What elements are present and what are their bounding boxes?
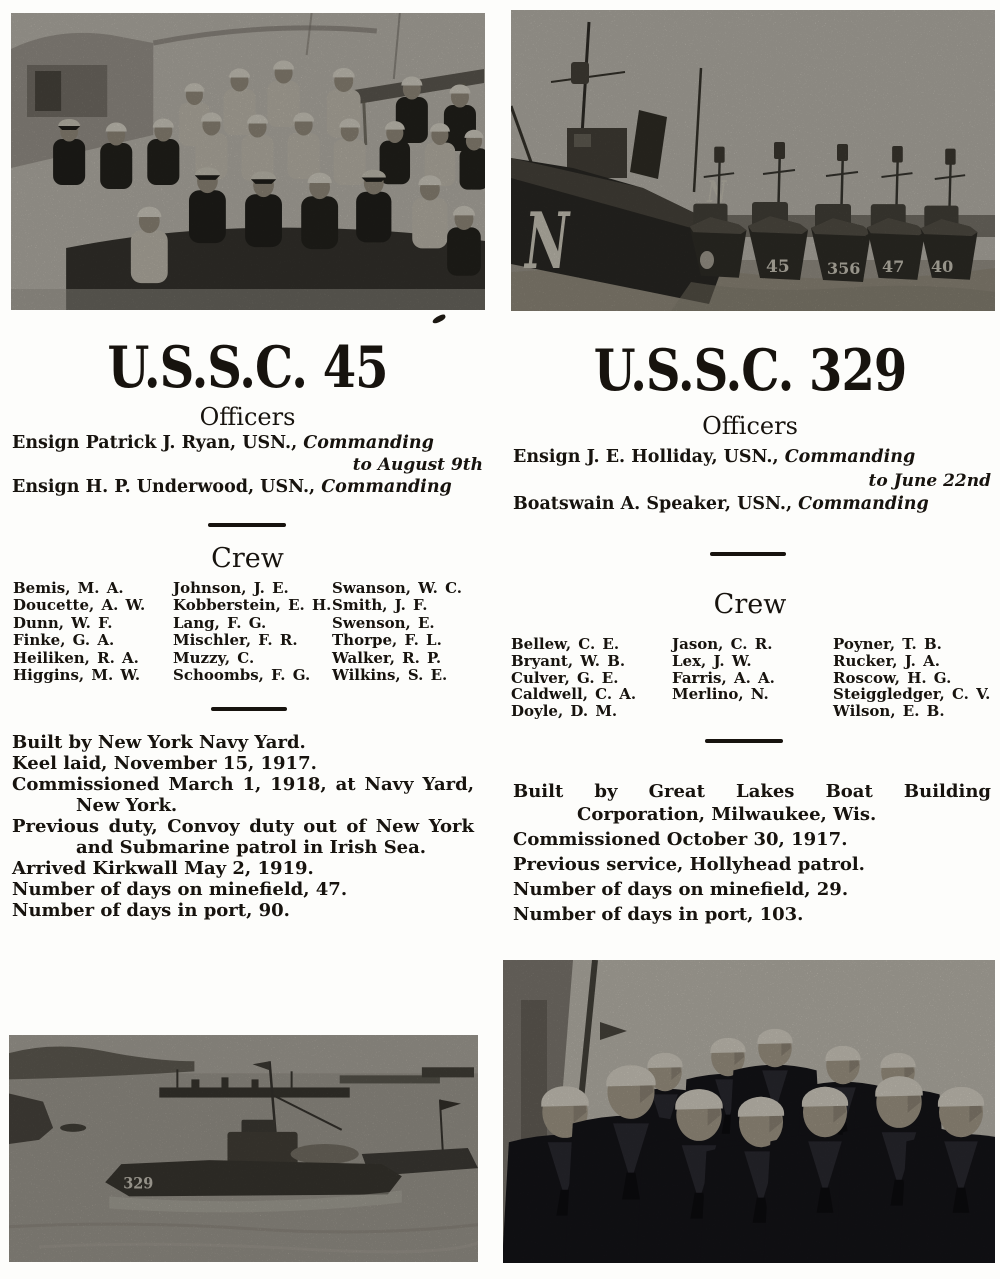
crew-name: Wilkins, S. E. bbox=[332, 666, 448, 685]
crew-name: Poyner, T. B. bbox=[833, 635, 942, 653]
crew-name: Merlino, N. bbox=[672, 685, 769, 704]
detail-line: Commissioned October 30, 1917. bbox=[513, 829, 848, 850]
divider-rule bbox=[705, 739, 783, 743]
crew-name: Muzzy, C. bbox=[173, 648, 255, 667]
ship-title-left: U.S.S.C. 45 bbox=[107, 335, 388, 402]
crew-column-1 bbox=[13, 580, 145, 684]
officers-list-left bbox=[12, 432, 483, 498]
photo-fleet-moored bbox=[511, 10, 995, 311]
hull-number-329: 329 bbox=[123, 1173, 154, 1193]
divider-rule bbox=[710, 552, 786, 556]
crew-name: Heiliken, R. A. bbox=[13, 648, 139, 667]
detail-line: Arrived Kirkwall May 2, 1919. bbox=[12, 858, 314, 879]
detail-line: Number of days in port, 90. bbox=[12, 900, 290, 921]
officer-line: Boatswain A. Speaker, USN., Commanding bbox=[513, 494, 929, 514]
detail-line: Previous duty, Convoy duty out of New York and Submarine patrol in Irish Sea. bbox=[12, 816, 474, 858]
crew-column-2 bbox=[672, 636, 775, 703]
detail-line: Previous service, Hollyhead patrol. bbox=[513, 854, 865, 875]
officers-list-right bbox=[513, 446, 991, 517]
detail-line: Built by Great Lakes Boat Building Corporation, Milwaukee, Wis. bbox=[513, 781, 991, 825]
crew-name: Dunn, W. F. bbox=[13, 613, 113, 632]
crew-column-3 bbox=[833, 636, 990, 720]
divider-rule bbox=[211, 707, 287, 711]
tender-structure-letter: N bbox=[707, 175, 727, 211]
officer-note: to June 22nd bbox=[868, 470, 991, 491]
detail-line: Number of days on minefield, 47. bbox=[12, 879, 348, 900]
crew-name: Bryant, W. B. bbox=[511, 651, 626, 670]
officers-heading-left: Officers bbox=[199, 403, 296, 431]
ship-details-right bbox=[513, 780, 991, 926]
ship-details-left bbox=[12, 732, 474, 921]
ship-title-right: U.S.S.C. 329 bbox=[593, 338, 907, 405]
crew-name: Walker, R. P. bbox=[332, 648, 442, 667]
crew-name: Rucker, J. A. bbox=[833, 651, 940, 670]
crew-name: Steiggledger, C. V. bbox=[833, 685, 991, 704]
crew-heading-right: Crew bbox=[713, 589, 787, 620]
crew-name: Bemis, M. A. bbox=[13, 579, 124, 597]
crew-column-2 bbox=[173, 580, 331, 684]
crew-name: Lex, J. W. bbox=[672, 651, 752, 670]
detail-line: Commissioned March 1, 1918, at Navy Yard, New York. bbox=[12, 774, 474, 816]
crew-name: Wilson, E. B. bbox=[833, 702, 945, 721]
crew-name: Smith, J. F. bbox=[332, 596, 428, 615]
officer-line: Ensign H. P. Underwood, USN., Commanding bbox=[12, 477, 452, 497]
crew-name: Lang, F. G. bbox=[173, 613, 267, 632]
crew-column-3 bbox=[332, 580, 462, 684]
crew-name: Higgins, M. W. bbox=[13, 666, 141, 685]
divider-rule bbox=[208, 523, 286, 527]
ink-smudge bbox=[431, 314, 446, 325]
officer-line: Ensign J. E. Holliday, USN., Commanding bbox=[513, 447, 916, 467]
hull-number-356: 356 bbox=[827, 259, 861, 278]
crew-name: Jason, C. R. bbox=[672, 635, 773, 653]
crew-name: Johnson, J. E. bbox=[173, 579, 289, 597]
crew-name: Schoombs, F. G. bbox=[173, 666, 311, 685]
photo-sailors-closeup bbox=[503, 960, 995, 1263]
photo-chaser-underway bbox=[9, 1035, 478, 1262]
crew-name: Doucette, A. W. bbox=[13, 596, 146, 615]
crew-name: Swenson, E. bbox=[332, 613, 435, 632]
photo-crew-group-deck bbox=[11, 13, 485, 310]
officer-line: Ensign Patrick J. Ryan, USN., Commanding bbox=[12, 433, 434, 453]
hull-number-40: 40 bbox=[931, 257, 954, 276]
crew-name: Mischler, F. R. bbox=[173, 631, 298, 650]
detail-line: Built by New York Navy Yard. bbox=[12, 732, 306, 753]
crew-name: Farris, A. A. bbox=[672, 668, 775, 687]
crew-name: Finke, G. A. bbox=[13, 631, 115, 650]
crew-heading-left: Crew bbox=[211, 543, 284, 574]
officers-heading-right: Officers bbox=[702, 412, 798, 440]
detail-line: Number of days in port, 103. bbox=[513, 904, 804, 925]
crew-name: Caldwell, C. A. bbox=[511, 685, 637, 704]
crew-name: Thorpe, F. L. bbox=[332, 631, 442, 650]
detail-line: Number of days on minefield, 29. bbox=[513, 879, 849, 900]
hull-number-47: 47 bbox=[882, 257, 905, 276]
crew-name: Roscow, H. G. bbox=[833, 668, 952, 687]
crew-column-1 bbox=[511, 636, 636, 720]
officer-note: to August 9th bbox=[352, 455, 483, 475]
crew-name: Swanson, W. C. bbox=[332, 579, 463, 597]
crew-name: Culver, G. E. bbox=[511, 668, 619, 687]
crew-name: Doyle, D. M. bbox=[511, 702, 618, 721]
detail-line: Keel laid, November 15, 1917. bbox=[12, 753, 317, 774]
crew-name: Bellew, C. E. bbox=[511, 635, 620, 653]
tender-bow-letter: N bbox=[525, 195, 570, 288]
hull-number-45: 45 bbox=[766, 257, 790, 277]
crew-name: Kobberstein, E. H. bbox=[173, 596, 332, 615]
